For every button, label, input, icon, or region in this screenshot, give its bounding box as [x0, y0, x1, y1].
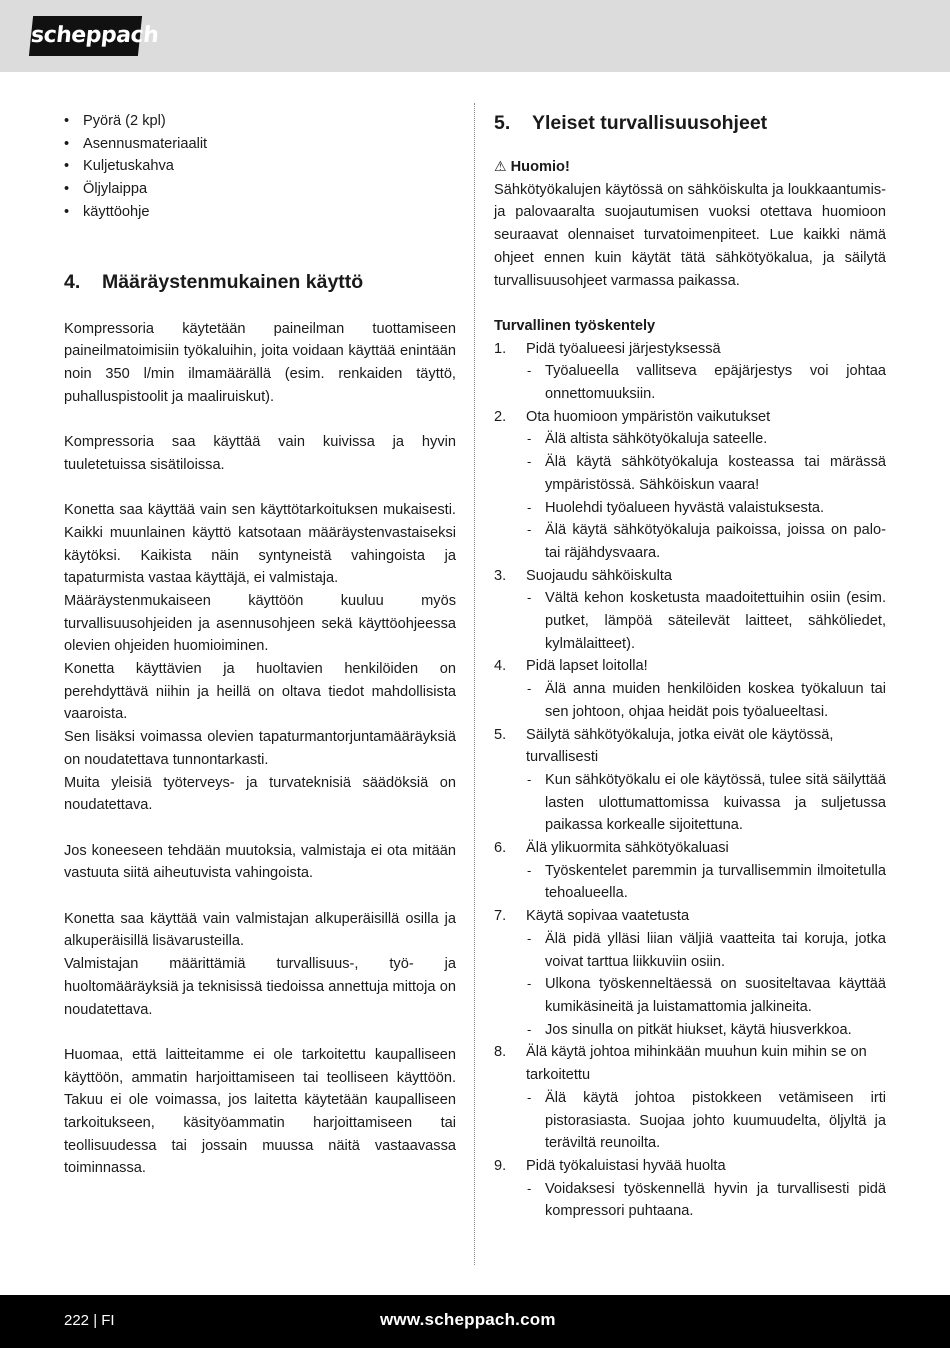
paragraph: Konetta saa käyttää vain valmistajan alkuperäisillä osilla ja alkuperäisillä lisävarusteilla.	[64, 910, 456, 950]
sub-item: - Älä käytä sähkötyökaluja paikoissa, joissa on palo- tai räjähdysvaara.	[526, 519, 886, 564]
step-number: 3.	[494, 567, 507, 584]
paragraph: Kompressoria käytetään paineilman tuottamiseen paineilmatoimisiin työkaluihin, joita voidaan käyttää enintään noin 350 l/min ilmamäärällä (esim. renkaiden täyttö, puhalluspistoolit ja maaliruiskut).	[64, 320, 456, 405]
step-sublist	[526, 860, 886, 905]
sub-item: - Älä altista sähkötyökaluja sateelle.	[526, 428, 886, 451]
list-item: • Kuljetuskahva	[64, 155, 456, 178]
column-divider	[474, 103, 475, 1265]
step-sublist	[526, 428, 886, 564]
step-title: Säilytä sähkötyökaluja, jotka eivät ole käytössä, turvallisesti	[526, 726, 834, 766]
step-number: 4.	[494, 658, 507, 675]
section-title: Yleiset turvallisuusohjeet	[532, 112, 768, 134]
step-title: Älä ylikuormita sähkötyökaluasi	[526, 840, 729, 857]
step-sublist	[526, 587, 886, 655]
sub-item: - Kun sähkötyökalu ei ole käytössä, tulee sitä säilyttää lasten ulottumattomissa kuivassa ja suljetussa paikassa korkealle sijoitettuna.	[526, 769, 886, 837]
step-title: Pidä työalueesi järjestyksessä	[526, 340, 721, 357]
step-number: 8.	[494, 1044, 507, 1061]
page-number: 222 | FI	[64, 1312, 115, 1329]
sub-item: - Vältä kehon kosketusta maadoitettuihin osiin (esim. putket, lämpöä säteilevät laitteet, sähköliedet, kylmälaitteet).	[526, 587, 886, 655]
page-header	[0, 0, 950, 72]
warning-text: Sähkötyökalujen käytössä on sähköiskulta ja loukkaantumis- ja palovaaralta suojautumisen vuoksi otettava huomioon seuraavat olennaiset turvatoimenpiteet. Lue kaikki nämä ohjeet ennen kuin käytät tätä sähkötyökalua, ja säilytä turvallisuusohjeet varmassa paikassa.	[494, 181, 886, 289]
section-number: 4.	[64, 270, 81, 293]
list-item: • käyttöohje	[64, 201, 456, 224]
right-column	[494, 110, 886, 1223]
website-url: www.scheppach.com	[380, 1310, 556, 1329]
step-item	[494, 1155, 886, 1223]
step-title: Käytä sopivaa vaatetusta	[526, 908, 690, 925]
left-column	[64, 110, 456, 1180]
step-sublist	[526, 678, 886, 723]
sub-item: - Älä anna muiden henkilöiden koskea työkaluun tai sen johtoon, ohjaa heidät pois työalueeltasi.	[526, 678, 886, 723]
sub-item: - Jos sinulla on pitkät hiukset, käytä hiusverkkoa.	[526, 1019, 886, 1042]
step-item	[494, 565, 886, 656]
step-sublist	[526, 1087, 886, 1155]
step-item	[494, 837, 886, 905]
subheading: Turvallinen työskentely	[494, 317, 656, 334]
parts-list	[64, 110, 456, 224]
section-4-heading	[64, 269, 456, 295]
paragraph: Konetta käyttävien ja huoltavien henkilöiden on perehdyttävä niihin ja heillä on oltava tiedot mahdollisista vaaroista.	[64, 661, 456, 723]
step-item	[494, 905, 886, 1041]
sub-item: - Työalueella vallitseva epäjärjestys voi johtaa onnettomuuksiin.	[526, 360, 886, 405]
paragraph: Määräystenmukaiseen käyttöön kuuluu myös turvallisuusohjeiden ja asennusohjeen sekä käyttöohjeessa olevien ohjeiden huomioiminen.	[64, 592, 456, 655]
paragraph: Kompressoria saa käyttää vain kuivissa ja hyvin tuuletetuissa sisätiloissa.	[64, 434, 456, 473]
paragraph: Muita yleisiä työterveys- ja turvateknisiä säädöksiä on noudatettava.	[64, 774, 456, 814]
sub-item: - Älä käytä johtoa pistokkeen vetämiseen irti pistorasiasta. Suojaa johto kuumuudelta, öljyltä ja teräviltä reunoilta.	[526, 1087, 886, 1155]
step-title: Pidä työkaluistasi hyvää huolta	[526, 1157, 726, 1174]
sub-item: - Voidaksesi työskennellä hyvin ja turvallisesti pidä kompressori puhtaana.	[526, 1178, 886, 1223]
section-title: Määräystenmukainen käyttö	[102, 270, 364, 293]
paragraph: Sen lisäksi voimassa olevien tapaturmantorjuntamääräyksiä on noudatettava tunnontarkasti.	[64, 729, 456, 768]
step-title: Suojaudu sähköiskulta	[526, 567, 673, 584]
warning-icon: ⚠	[494, 158, 507, 174]
step-item	[494, 406, 886, 565]
step-number: 7.	[494, 908, 507, 925]
sub-item: - Älä käytä sähkötyökaluja kosteassa tai märässä ympäristössä. Sähköiskun vaara!	[526, 451, 886, 496]
page-footer	[0, 1295, 950, 1348]
list-item: • Pyörä (2 kpl)	[64, 110, 456, 133]
step-sublist	[526, 1178, 886, 1223]
step-item	[494, 655, 886, 723]
step-number: 2.	[494, 408, 507, 425]
section-5-heading	[494, 110, 886, 136]
warning-heading	[494, 155, 886, 179]
step-item	[494, 338, 886, 406]
safety-steps	[494, 338, 886, 1223]
step-number: 5.	[494, 726, 507, 743]
list-item: • Öljylaippa	[64, 178, 456, 201]
step-number: 6.	[494, 840, 507, 857]
step-title: Älä käytä johtoa mihinkään muuhun kuin mihin se on tarkoitettu	[526, 1044, 867, 1084]
paragraph: Konetta saa käyttää vain sen käyttötarkoituksen mukaisesti. Kaikki muunlainen käyttö katsotaan määräystenvastaiseksi käytöksi. Kaikista näin syntyneistä vahingoista ja tapaturmista vastaa käyttäjä, ei valmistaja.	[64, 502, 456, 587]
sub-item: - Älä pidä ylläsi liian väljiä vaatteita tai koruja, jotka voivat tarttua liikkuviin osiin.	[526, 928, 886, 973]
step-item	[494, 724, 886, 838]
sub-item: - Huolehdi työalueen hyvästä valaistuksesta.	[526, 497, 886, 520]
step-sublist	[526, 928, 886, 1042]
paragraph: Huomaa, että laitteitamme ei ole tarkoitettu kaupalliseen käyttöön, ammatin harjoittamiseen tai teolliseen käyttöön. Takuu ei ole voimassa, jos laitetta käytetään kaupalliseen tarkoitukseen, käsityöammatin harjoittamiseen tai teollisuudessa tai jossain muussa näitä vastaavassa toiminnassa.	[64, 1046, 456, 1177]
step-title: Ota huomioon ympäristön vaikutukset	[526, 408, 771, 425]
step-number: 1.	[494, 340, 507, 357]
step-number: 9.	[494, 1157, 507, 1174]
list-item: • Asennusmateriaalit	[64, 133, 456, 156]
warning-label: Huomio!	[510, 159, 570, 175]
sub-item: - Ulkona työskenneltäessä on suositeltavaa käyttää kumikäsineitä ja luistamattomia jalkineita.	[526, 973, 886, 1018]
step-item	[494, 1041, 886, 1155]
step-title: Pidä lapset loitolla!	[526, 658, 648, 675]
paragraph: Valmistajan määrittämiä turvallisuus-, työ- ja huoltomääräyksiä ja teknisissä tiedoissa annettuja mittoja on noudatettava.	[64, 956, 456, 1018]
scheppach-logo: scheppach	[29, 16, 142, 56]
section-number: 5.	[494, 112, 511, 134]
sub-item: - Työskentelet paremmin ja turvallisemmin ilmoitetulla tehoalueella.	[526, 860, 886, 905]
step-sublist	[526, 360, 886, 405]
step-sublist	[526, 769, 886, 837]
paragraph: Jos koneeseen tehdään muutoksia, valmistaja ei ota mitään vastuuta siitä aiheutuvista vahingoista.	[64, 842, 456, 882]
